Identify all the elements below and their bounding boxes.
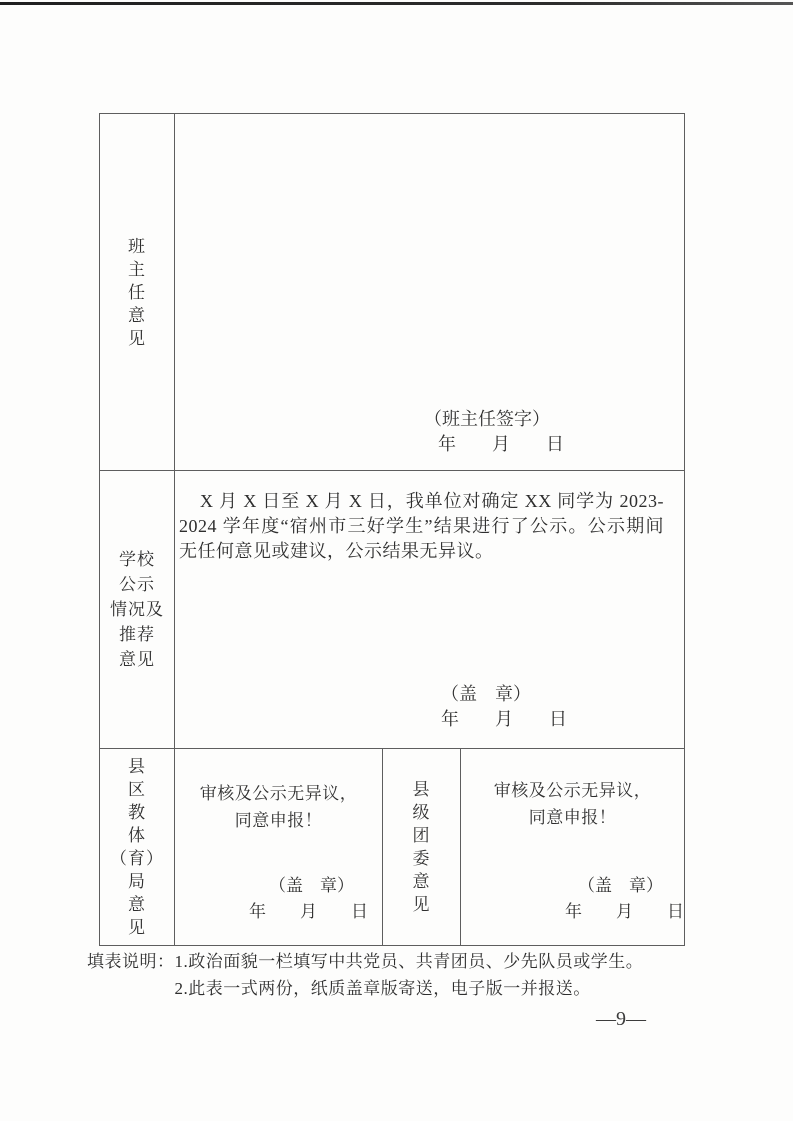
league-opinion-text — [461, 749, 684, 831]
note-item: 2.此表一式两份，纸质盖章版寄送，电子版一并报送。 — [174, 979, 591, 998]
note-item: 1.政治面貌一栏填写中共党员、共青团员、少先队员或学生。 — [174, 952, 644, 971]
bureau-opinion-text — [175, 749, 382, 834]
stamp-label: （盖 章） — [269, 876, 354, 895]
vertical-header-text — [110, 551, 164, 668]
vertical-header-text — [128, 238, 146, 347]
notes-label: 填表说明： — [87, 952, 175, 971]
header-char: 委 — [412, 849, 431, 868]
form-notes — [87, 948, 643, 1002]
opinion-line: 同意申报！ — [528, 808, 617, 827]
header-char: 局 — [128, 872, 146, 891]
header-char: 教 — [128, 803, 146, 822]
league-committee-opinion-area — [460, 749, 684, 945]
class-teacher-signature-block — [424, 407, 564, 457]
header-char: 见 — [412, 895, 431, 914]
header-league-committee-opinion — [382, 749, 460, 945]
notes-items — [175, 948, 644, 1002]
publicity-statement: X 月 X 日至 X 月 X 日，我单位对确定 XX 同学为 2023-2024 学年度“宿州市三好学生”结果进行了公示。公示期间无任何意见或建议，公示结果无异议。 — [179, 491, 664, 561]
header-char: 意 — [128, 895, 146, 914]
opinion-line: 同意申报！ — [234, 811, 323, 830]
header-school-publicity-opinion — [100, 471, 174, 748]
header-education-bureau-opinion — [100, 749, 174, 945]
header-char: 主 — [128, 259, 146, 279]
page-number: —9— — [596, 1008, 646, 1030]
header-char: 团 — [412, 826, 431, 845]
header-char: 意 — [412, 872, 431, 891]
opinion-line: 审核及公示无异议， — [199, 784, 358, 803]
header-char: 意 — [128, 305, 146, 325]
date-line: 年 月 日 — [249, 902, 368, 921]
header-line: 情况及 — [110, 600, 164, 619]
header-line: 意见 — [119, 650, 155, 669]
date-line: 年 月 日 — [441, 709, 567, 729]
class-teacher-opinion-area — [174, 114, 684, 470]
header-line: 学校 — [119, 550, 155, 569]
signature-label: （班主任签字） — [424, 409, 550, 429]
row-bureau-and-league-opinions — [100, 748, 684, 945]
header-char: 级 — [412, 803, 431, 822]
date-line: 年 月 日 — [438, 434, 564, 454]
header-char: 见 — [128, 328, 146, 348]
scan-edge-artifact — [0, 2, 793, 5]
header-class-teacher-opinion — [100, 114, 174, 470]
header-line: 公示 — [119, 575, 155, 594]
row-school-publicity-opinion — [100, 470, 684, 748]
header-char: 见 — [128, 918, 146, 937]
vertical-header-text — [110, 758, 164, 936]
vertical-header-text — [413, 781, 431, 913]
header-char: 县 — [412, 780, 431, 799]
header-line: 推荐 — [119, 625, 155, 644]
header-char: 县 — [128, 757, 146, 776]
header-char: （育） — [110, 849, 164, 868]
stamp-label: （盖 章） — [578, 876, 663, 895]
education-bureau-opinion-area — [174, 749, 382, 945]
row-class-teacher-opinion — [100, 114, 684, 470]
school-stamp-block — [441, 682, 567, 732]
header-char: 班 — [128, 236, 146, 256]
approval-form-table — [99, 113, 685, 946]
stamp-label: （盖 章） — [441, 684, 531, 704]
league-stamp-block — [565, 873, 684, 925]
school-publicity-opinion-area — [174, 471, 684, 748]
opinion-line: 审核及公示无异议， — [493, 781, 652, 800]
date-line: 年 月 日 — [565, 902, 684, 921]
header-char: 区 — [128, 780, 146, 799]
header-char: 任 — [128, 282, 146, 302]
bureau-stamp-block — [249, 873, 368, 925]
header-char: 体 — [128, 826, 146, 845]
